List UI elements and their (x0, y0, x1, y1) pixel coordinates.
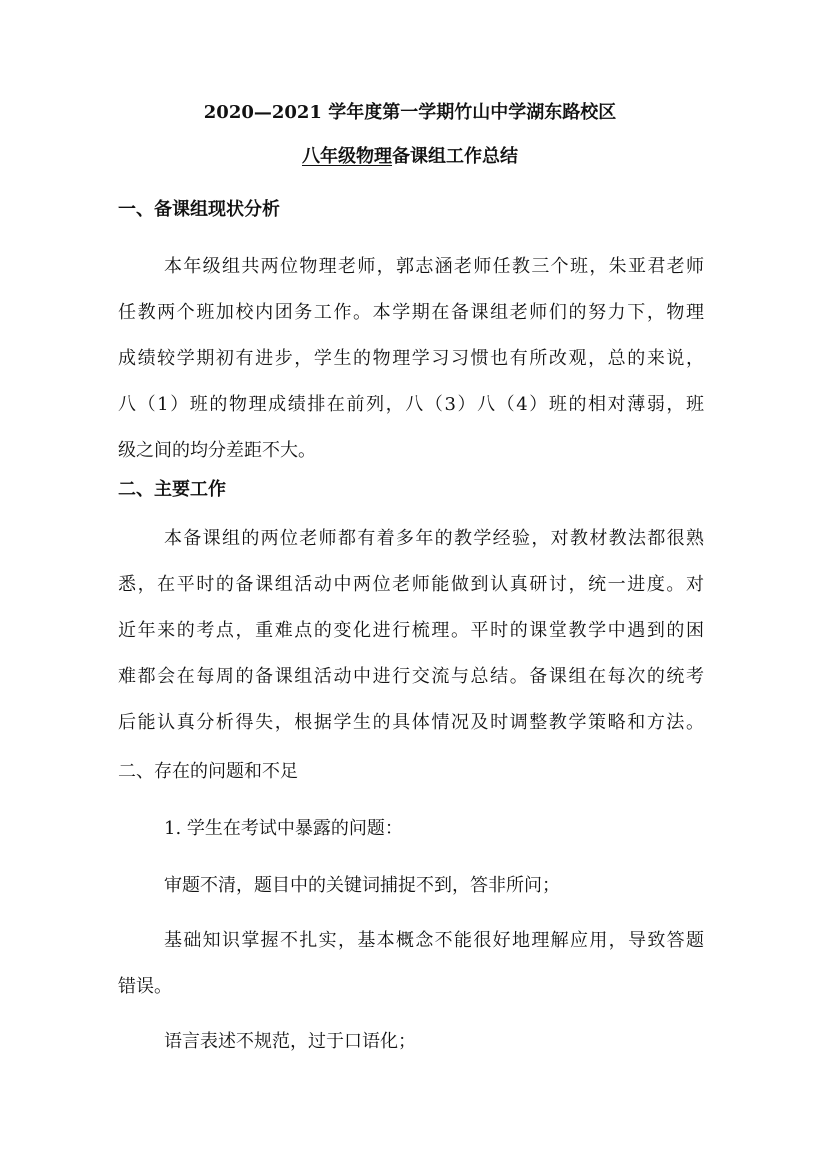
text-line: 错误。 (118, 976, 172, 997)
text-line: 近年来的考点，重难点的变化进行梳理。平时的课堂教学中遇到的困 (118, 620, 704, 641)
document-title: 2020—2021 学年度第一学期竹山中学湖东路校区 (203, 102, 617, 123)
paragraph-main-work (118, 516, 704, 746)
text-line: 八（1）班的物理成绩排在前列，八（3）八（4）班的相对薄弱，班 (118, 394, 704, 415)
section-heading-problems: 二、存在的问题和不足 (118, 761, 298, 782)
text-line: 级之间的均分差距不大。 (118, 440, 316, 461)
paragraph-problem-language: 语言表述不规范，过于口语化； (164, 1031, 416, 1052)
text-line: 后能认真分析得失，根据学生的具体情况及时调整教学策略和方法。 (118, 712, 704, 733)
paragraph-problem-basics (118, 918, 704, 1010)
paragraph-status-analysis (118, 244, 704, 474)
text-line: 基础知识掌握不扎实，基本概念不能很好地理解应用，导致答题 (164, 930, 704, 951)
text-line: 本备课组的两位老师都有着多年的教学经验，对教材教法都很熟 (164, 528, 704, 549)
text-line: 难都会在每周的备课组活动中进行交流与总结。备课组在每次的统考 (118, 666, 704, 687)
section-heading-status-analysis: 一、备课组现状分析 (118, 199, 280, 220)
list-item-student-problems: 1. 学生在考试中暴露的问题： (164, 818, 403, 839)
text-line: 悉，在平时的备课组活动中两位老师能做到认真研讨，统一进度。对 (118, 574, 704, 595)
subtitle-underlined-part: 八年级物理 (302, 146, 392, 167)
text-line: 任教两个班加校内团务工作。本学期在备课组老师们的努力下，物理 (118, 302, 704, 323)
subtitle-rest: 备课组工作总结 (392, 146, 518, 167)
paragraph-problem-reading: 审题不清，题目中的关键词捕捉不到，答非所问； (164, 875, 560, 896)
text-line: 本年级组共两位物理老师，郭志涵老师任教三个班，朱亚君老师 (164, 256, 704, 277)
text-line: 成绩较学期初有进步，学生的物理学习习惯也有所改观，总的来说， (118, 348, 704, 369)
document-subtitle (120, 145, 700, 169)
section-heading-main-work: 二、主要工作 (118, 479, 226, 500)
